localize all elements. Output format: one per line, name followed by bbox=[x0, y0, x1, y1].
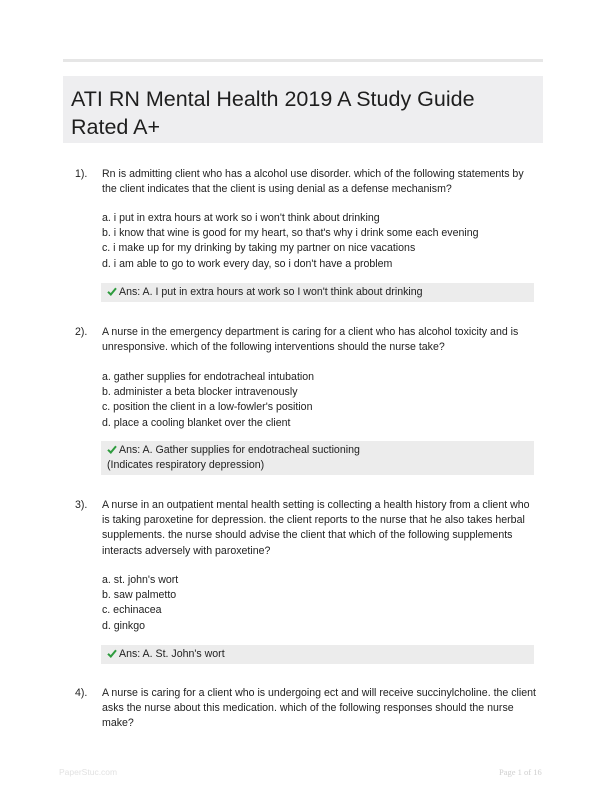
footer-watermark: PaperStuc.com bbox=[59, 767, 118, 777]
option-c: c. position the client in a low-fowler's position bbox=[102, 401, 313, 414]
option-b: b. i know that wine is good for my heart, so that's why i drink some each evening bbox=[102, 227, 479, 240]
page-indicator: Page 1 of 16 bbox=[499, 767, 542, 777]
answer-text: Ans: A. St. John's wort bbox=[119, 648, 225, 660]
question-text: A nurse is caring for a client who is undergoing ect and will receive succinylcholine. the client asks the nurse about this medication. which of the following responses should the nurse make? bbox=[102, 687, 536, 730]
option-a: a. gather supplies for endotracheal intubation bbox=[102, 371, 315, 383]
question-number: 3). bbox=[75, 499, 88, 511]
document-title: ATI RN Mental Health 2019 A Study Guide Rated A+ bbox=[71, 87, 475, 139]
answer-box-2 bbox=[101, 441, 534, 475]
question-text: A nurse in an outpatient mental health setting is collecting a health history from a client who is taking paroxetine for depression. the client reports to the nurse that he also takes herbal supplements. the nurse should advise the client that which of the following supplements interacts adversely with paroxetine? bbox=[102, 499, 530, 557]
option-c: c. i make up for my drinking by taking my partner on nice vacations bbox=[102, 242, 416, 255]
question-number: 4). bbox=[75, 687, 88, 699]
question-number: 1). bbox=[75, 168, 88, 180]
option-d: d. i am able to go to work every day, so i don't have a problem bbox=[102, 257, 393, 270]
answer-note: (Indicates respiratory depression) bbox=[107, 459, 265, 472]
option-b: b. administer a beta blocker intravenously bbox=[102, 386, 298, 399]
option-a: a. st. john's wort bbox=[102, 574, 179, 586]
option-b: b. saw palmetto bbox=[102, 589, 177, 602]
question-number: 2). bbox=[75, 326, 88, 338]
option-a: a. i put in extra hours at work so i won't think about drinking bbox=[102, 212, 380, 224]
question-text: A nurse in the emergency department is caring for a client who has alcohol toxicity and is unresponsive. which of the following interventions should the nurse take? bbox=[102, 326, 519, 354]
options-list bbox=[102, 573, 538, 634]
option-c: c. echinacea bbox=[102, 604, 162, 617]
option-d: d. place a cooling blanket over the client bbox=[102, 416, 291, 429]
options-list bbox=[102, 370, 538, 431]
checkmark-icon bbox=[107, 285, 119, 300]
checkmark-icon bbox=[107, 443, 119, 458]
answer-text: Ans: A. Gather supplies for endotracheal suctioning bbox=[119, 444, 360, 456]
title-box bbox=[63, 76, 543, 143]
question-text: Rn is admitting client who has a alcohol use disorder. which of the following statements by the client indicates that the client is using denial as a defense mechanism? bbox=[102, 168, 524, 196]
checkmark-icon bbox=[107, 647, 119, 662]
options-list bbox=[102, 211, 538, 272]
answer-box-1 bbox=[101, 283, 534, 302]
option-d: d. ginkgo bbox=[102, 619, 145, 632]
top-divider bbox=[63, 59, 543, 62]
answer-text: Ans: A. I put in extra hours at work so I won't think about drinking bbox=[119, 286, 423, 298]
answer-box-3 bbox=[101, 645, 534, 664]
